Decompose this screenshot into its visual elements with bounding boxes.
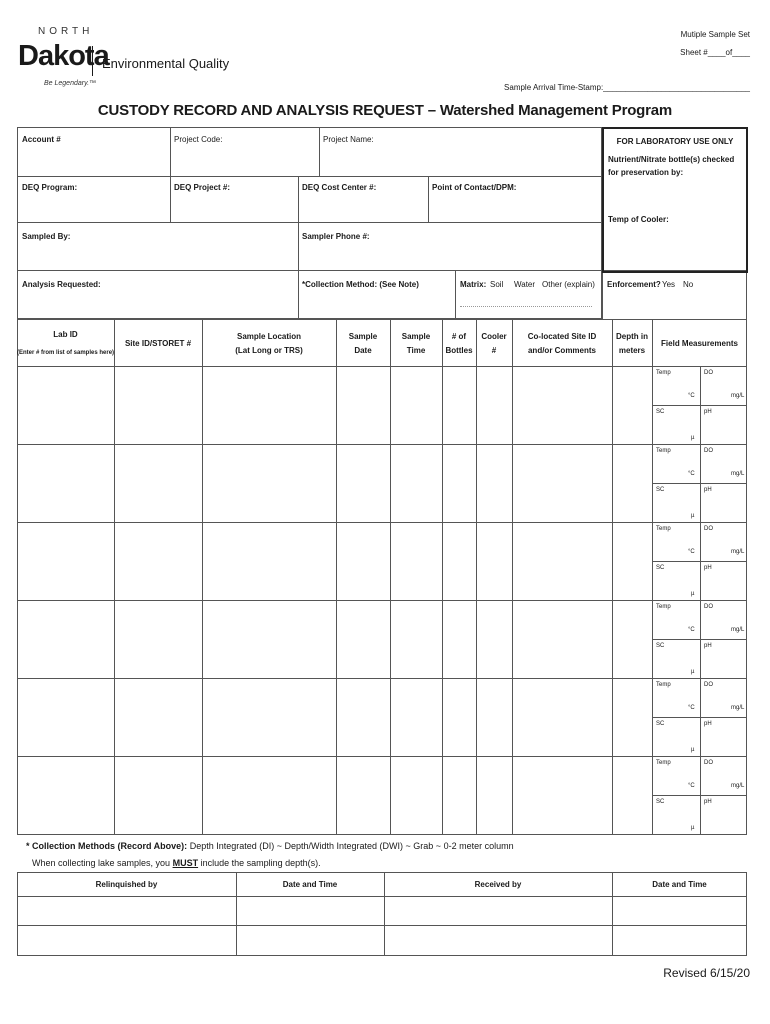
cooler-cell[interactable] — [477, 445, 512, 522]
col-lab-id-note: (Enter # from list of samples here) — [17, 350, 115, 356]
field-sc-input[interactable] — [653, 806, 699, 833]
field-do-label: DO — [704, 682, 713, 688]
bottles-cell[interactable] — [443, 601, 476, 678]
field-mgl-unit: mg/L — [731, 783, 745, 789]
bottles-cell[interactable] — [443, 679, 476, 756]
field-mgl-unit: mg/L — [731, 549, 745, 555]
field-sc-input[interactable] — [653, 494, 699, 521]
sample-location-cell[interactable] — [203, 367, 336, 444]
field-mu-unit: µ — [691, 591, 695, 597]
bottles-cell[interactable] — [443, 445, 476, 522]
sample-time-cell[interactable] — [391, 367, 442, 444]
col-depth: Depth in — [616, 332, 648, 341]
field-sc-input[interactable] — [653, 650, 699, 677]
field-mu-unit: µ — [691, 669, 695, 675]
bottles-cell[interactable] — [443, 367, 476, 444]
revised-date: Revised 6/15/20 — [663, 966, 750, 980]
field-temp-label: Temp — [656, 760, 671, 766]
col-bottles: # of — [451, 332, 467, 341]
relinquished-date-field-2[interactable] — [237, 926, 383, 955]
matrix-water-option[interactable]: Water — [514, 280, 536, 289]
depth-cell[interactable] — [613, 601, 652, 678]
relinquished-date-field-1[interactable] — [237, 897, 383, 924]
received-by-field-1[interactable] — [385, 897, 611, 924]
field-sc-label: SC — [656, 721, 665, 727]
depth-cell[interactable] — [613, 445, 652, 522]
received-by-field-2[interactable] — [385, 926, 611, 955]
sample-location-cell[interactable] — [203, 757, 336, 834]
field-do-input[interactable] — [701, 377, 746, 404]
lab-id-cell[interactable] — [18, 445, 114, 522]
col-cooler-sub: # — [491, 346, 497, 355]
sample-location-cell[interactable] — [203, 445, 336, 522]
field-temp-input[interactable] — [653, 689, 699, 716]
field-do-label: DO — [704, 760, 713, 766]
col-sample-location: Sample Location — [236, 332, 301, 341]
field-mgl-unit: mg/L — [731, 627, 745, 633]
received-date-field-1[interactable] — [613, 897, 746, 924]
matrix-explain-line — [460, 306, 592, 307]
deq-program-label: DEQ Program: — [22, 183, 78, 192]
logo-env-text: Environmental Quality — [102, 56, 230, 71]
field-sc-input[interactable] — [653, 728, 699, 755]
col-depth-sub: meters — [618, 346, 646, 355]
logo-divider — [92, 46, 93, 76]
field-mgl-unit: mg/L — [731, 393, 745, 399]
lab-id-cell[interactable] — [18, 757, 114, 834]
field-ph-input[interactable] — [701, 650, 746, 677]
point-of-contact-label: Point of Contact/DPM: — [432, 183, 517, 192]
sample-time-cell[interactable] — [391, 757, 442, 834]
colocated-cell[interactable] — [513, 367, 612, 444]
multiple-sample-set: Mutiple Sample Set — [680, 30, 750, 39]
sampler-phone-label: Sampler Phone #: — [302, 232, 370, 241]
collection-methods-list: Depth Integrated (DI) ~ Depth/Width Integrated (DWI) ~ Grab ~ 0-2 meter column — [189, 841, 514, 851]
info-box — [17, 127, 602, 319]
sheet-number: Sheet #____of____ — [680, 48, 750, 57]
col-sample-time-sub: Time — [406, 346, 426, 355]
field-ph-input[interactable] — [701, 728, 746, 755]
field-ph-label: pH — [704, 487, 712, 493]
depth-cell[interactable] — [613, 757, 652, 834]
col-colocated-sub: and/or Comments — [527, 346, 596, 355]
site-id-cell[interactable] — [115, 523, 202, 600]
sample-location-cell[interactable] — [203, 601, 336, 678]
bottles-cell[interactable] — [443, 757, 476, 834]
cooler-cell[interactable] — [477, 757, 512, 834]
logo-north-text: NORTH — [38, 26, 94, 37]
field-temp-label: Temp — [656, 370, 671, 376]
sample-date-cell[interactable] — [337, 523, 390, 600]
field-ph-label: pH — [704, 721, 712, 727]
field-deg-c-unit: °C — [688, 471, 695, 477]
field-deg-c-unit: °C — [688, 549, 695, 555]
colocated-cell[interactable] — [513, 679, 612, 756]
field-ph-input[interactable] — [701, 806, 746, 833]
colocated-cell[interactable] — [513, 601, 612, 678]
analysis-requested-label: Analysis Requested: — [22, 280, 101, 289]
cooler-cell[interactable] — [477, 679, 512, 756]
field-do-input[interactable] — [701, 533, 746, 560]
field-temp-input[interactable] — [653, 767, 699, 794]
project-code-label: Project Code: — [174, 135, 223, 144]
logo-tagline: Be Legendary.™ — [44, 80, 97, 87]
sample-time-cell[interactable] — [391, 679, 442, 756]
field-mu-unit: µ — [691, 825, 695, 831]
field-mgl-unit: mg/L — [731, 705, 745, 711]
collection-methods-heading: * Collection Methods (Record Above): — [26, 841, 188, 851]
bottles-cell[interactable] — [443, 523, 476, 600]
field-temp-label: Temp — [656, 682, 671, 688]
field-ph-input[interactable] — [701, 416, 746, 443]
cooler-cell[interactable] — [477, 601, 512, 678]
col-lab-id: Lab ID — [53, 330, 78, 339]
field-sc-input[interactable] — [653, 416, 699, 443]
sample-date-cell[interactable] — [337, 367, 390, 444]
field-do-input[interactable] — [701, 455, 746, 482]
lab-id-cell[interactable] — [18, 601, 114, 678]
matrix-other-option[interactable]: Other (explain) — [542, 280, 595, 289]
field-temp-input[interactable] — [653, 377, 699, 404]
field-do-label: DO — [704, 448, 713, 454]
depth-cell[interactable] — [613, 679, 652, 756]
lab-use-box — [602, 127, 748, 273]
col-sample-time: Sample — [401, 332, 431, 341]
col-cooler: Cooler — [481, 332, 507, 341]
field-mu-unit: µ — [691, 435, 695, 441]
depth-cell[interactable] — [613, 367, 652, 444]
field-ph-input[interactable] — [701, 572, 746, 599]
sample-time-cell[interactable] — [391, 445, 442, 522]
field-do-label: DO — [704, 604, 713, 610]
collection-methods-note — [26, 841, 514, 852]
sampled-by-label: Sampled By: — [22, 232, 71, 241]
field-deg-c-unit: °C — [688, 783, 695, 789]
col-sample-location-sub: (Lat Long or TRS) — [235, 346, 303, 355]
account-label: Account # — [22, 135, 61, 144]
site-id-cell[interactable] — [115, 367, 202, 444]
page-title: CUSTODY RECORD AND ANALYSIS REQUEST – Watershed Management Program — [97, 102, 673, 119]
field-mgl-unit: mg/L — [731, 471, 745, 477]
date-time-header-2: Date and Time — [652, 880, 707, 889]
field-temp-input[interactable] — [653, 533, 699, 560]
site-id-cell[interactable] — [115, 679, 202, 756]
field-do-input[interactable] — [701, 689, 746, 716]
relinquished-by-field-1[interactable] — [18, 897, 235, 924]
field-temp-label: Temp — [656, 604, 671, 610]
field-temp-label: Temp — [656, 526, 671, 532]
field-sc-label: SC — [656, 799, 665, 805]
field-temp-input[interactable] — [653, 455, 699, 482]
project-name-label: Project Name: — [323, 135, 374, 144]
field-do-label: DO — [704, 526, 713, 532]
field-ph-label: pH — [704, 565, 712, 571]
field-do-input[interactable] — [701, 767, 746, 794]
relinquished-by-header: Relinquished by — [95, 880, 158, 889]
sample-location-cell[interactable] — [203, 679, 336, 756]
matrix-soil-option[interactable]: Soil — [490, 280, 504, 289]
field-deg-c-unit: °C — [688, 393, 695, 399]
colocated-cell[interactable] — [513, 523, 612, 600]
field-ph-label: pH — [704, 409, 712, 415]
collection-method-label: *Collection Method: (See Note) — [302, 280, 419, 289]
sample-time-cell[interactable] — [391, 523, 442, 600]
lab-id-cell[interactable] — [18, 523, 114, 600]
arrival-timestamp: Sample Arrival Time-Stamp:_________________________________ — [504, 83, 750, 92]
received-by-header: Received by — [474, 880, 522, 889]
col-sample-date-sub: Date — [354, 346, 372, 355]
enforcement-yes[interactable]: Yes — [662, 280, 676, 289]
cooler-cell[interactable] — [477, 367, 512, 444]
field-deg-c-unit: °C — [688, 705, 695, 711]
field-do-label: DO — [704, 370, 713, 376]
lab-id-cell[interactable] — [18, 367, 114, 444]
date-time-header-1: Date and Time — [282, 880, 338, 889]
sample-date-cell[interactable] — [337, 679, 390, 756]
field-sc-label: SC — [656, 409, 665, 415]
field-ph-label: pH — [704, 643, 712, 649]
field-sc-label: SC — [656, 643, 665, 649]
col-bottles-sub: Bottles — [445, 346, 473, 355]
temp-cooler-label: Temp of Cooler: — [608, 215, 669, 224]
nutrient-check-label: Nutrient/Nitrate bottle(s) checked for preservation by: — [608, 155, 735, 177]
site-id-cell[interactable] — [115, 757, 202, 834]
sample-time-cell[interactable] — [391, 601, 442, 678]
field-mu-unit: µ — [691, 747, 695, 753]
sample-location-cell[interactable] — [203, 523, 336, 600]
lake-samples-note: When collecting lake samples, you MUST include the sampling depth(s). — [32, 858, 321, 868]
field-sc-input[interactable] — [653, 572, 699, 599]
col-colocated: Co-located Site ID — [527, 332, 597, 341]
deq-project-label: DEQ Project #: — [174, 183, 231, 192]
lab-use-heading: FOR LABORATORY USE ONLY — [616, 137, 734, 146]
col-site-id: Site ID/STORET # — [124, 339, 192, 348]
colocated-cell[interactable] — [513, 445, 612, 522]
received-date-field-2[interactable] — [613, 926, 746, 955]
logo-dakota-text: Dakota — [18, 40, 109, 72]
colocated-cell[interactable] — [513, 757, 612, 834]
field-ph-label: pH — [704, 799, 712, 805]
sample-date-cell[interactable] — [337, 757, 390, 834]
sample-date-cell[interactable] — [337, 601, 390, 678]
depth-cell[interactable] — [613, 523, 652, 600]
site-id-cell[interactable] — [115, 445, 202, 522]
field-temp-input[interactable] — [653, 611, 699, 638]
lab-id-cell[interactable] — [18, 679, 114, 756]
field-sc-label: SC — [656, 487, 665, 493]
field-sc-label: SC — [656, 565, 665, 571]
field-deg-c-unit: °C — [688, 627, 695, 633]
sample-date-cell[interactable] — [337, 445, 390, 522]
enforcement-no[interactable]: No — [683, 280, 694, 289]
cooler-cell[interactable] — [477, 523, 512, 600]
field-ph-input[interactable] — [701, 494, 746, 521]
field-do-input[interactable] — [701, 611, 746, 638]
enforcement-label: Enforcement? — [607, 280, 661, 289]
deq-cost-center-label: DEQ Cost Center #: — [302, 183, 377, 192]
col-sample-date: Sample — [348, 332, 378, 341]
site-id-cell[interactable] — [115, 601, 202, 678]
field-temp-label: Temp — [656, 448, 671, 454]
matrix-label: Matrix: — [460, 280, 487, 289]
relinquished-by-field-2[interactable] — [18, 926, 235, 955]
field-mu-unit: µ — [691, 513, 695, 519]
col-field-measurements: Field Measurements — [661, 339, 738, 348]
must-emphasis: MUST — [172, 858, 199, 868]
